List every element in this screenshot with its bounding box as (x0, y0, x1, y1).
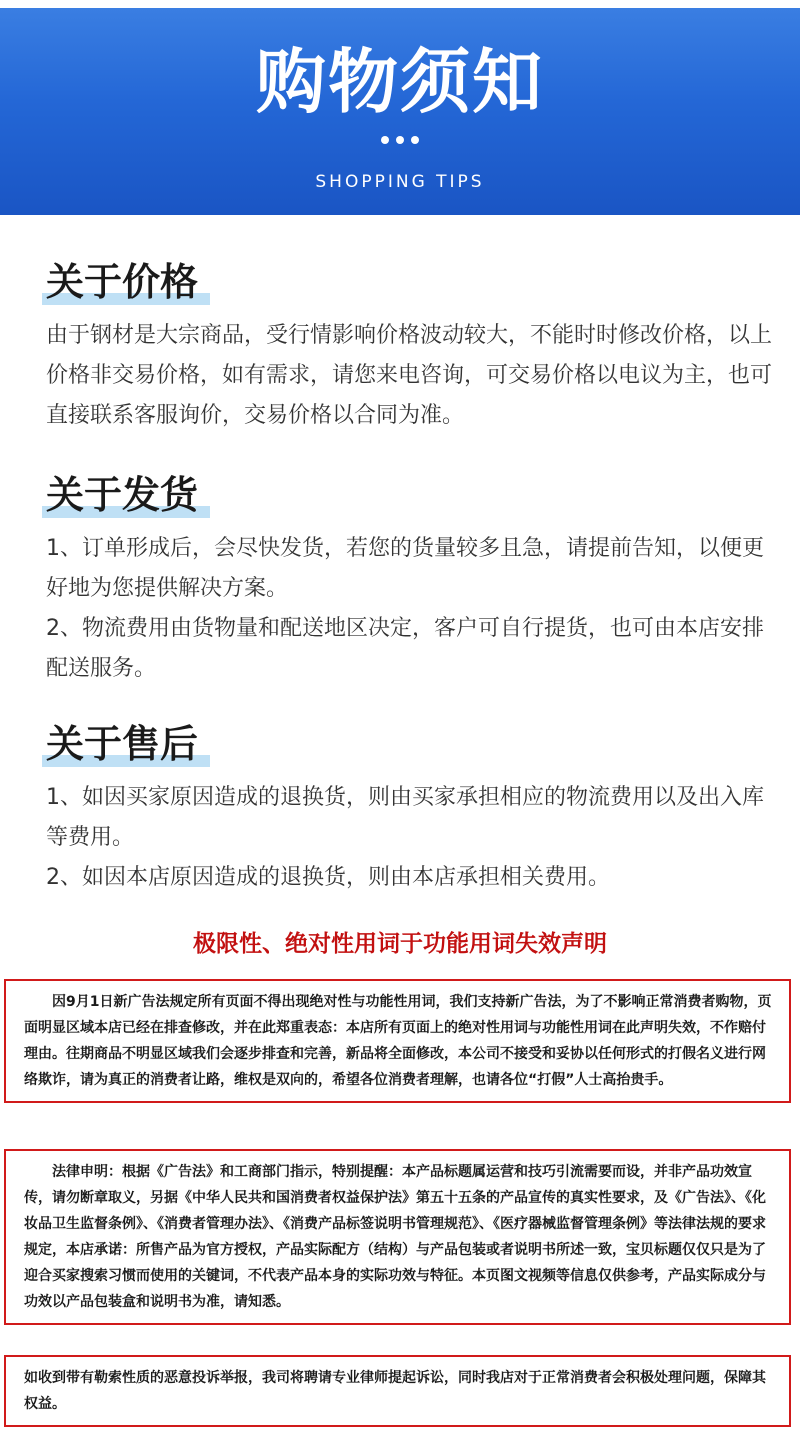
section-after-sales (42, 720, 772, 898)
disclaimer-box-2 (4, 1149, 791, 1325)
section-heading (42, 720, 204, 768)
section-heading-text: 关于发货 (46, 473, 199, 517)
section-body (46, 529, 772, 689)
disclaimer-text: 如收到带有勒索性质的恶意投诉举报，我司将聘请专业律师提起诉讼，同时我店对于正常消费者会积极处理问题，保障其权益。 (24, 1370, 766, 1412)
dot-icon (396, 136, 404, 144)
header-banner (0, 8, 800, 215)
section-shipping (42, 471, 772, 689)
section-heading-text: 关于售后 (46, 722, 199, 766)
section-paragraph: 2、物流费用由货物量和配送地区决定，客户可自行提货，也可由本店安排配送服务。 (46, 616, 764, 681)
section-paragraph: 由于钢材是大宗商品，受行情影响价格波动较大，不能时时修改价格，以上价格非交易价格，如有需求，请您来电咨询，可交易价格以电议为主，也可直接联系客服询价，交易价格以合同为准。 (46, 323, 773, 428)
banner-subtitle: SHOPPING TIPS (315, 172, 485, 192)
disclaimer-title: 极限性、绝对性用词于功能用词失效声明 (193, 931, 607, 957)
section-heading (42, 471, 204, 519)
disclaimer-text: 法律申明：根据《广告法》和工商部门指示，特别提醒：本产品标题属运营和技巧引流需要而设，并非产品功效宣传，请勿断章取义，另据《中华人民共和国消费者权益保护法》第五十五条的产品宣传的真实性要求，及《广告法》、《化妆品卫生监督条例》、《消费者管理办法》、《消费产品标签说明书管理规范》、《医疗器械监督管理条例》等法律法规的要求规定，本店承诺：所售产品为官方授权，产品实际配方（结构）与产品包装或者说明书所述一致，宝贝标题仅仅只是为了迎合买家搜索习惯而使用的关键词，不代表产品本身的实际功效与特征。本页图文视频等信息仅供参考，产品实际成分与功效以产品包装盒和说明书为准，请知悉。 (24, 1164, 766, 1310)
section-paragraph: 1、订单形成后，会尽快发货，若您的货量较多且急，请提前告知，以便更好地为您提供解决方案。 (46, 536, 764, 601)
section-heading (42, 258, 204, 306)
section-heading-text: 关于价格 (46, 260, 199, 304)
dot-icon (411, 136, 419, 144)
section-price (42, 258, 772, 436)
section-paragraph: 2、如因本店原因造成的退换货，则由本店承担相关费用。 (46, 865, 610, 890)
disclaimer-text: 因9月1日新广告法规定所有页面不得出现绝对性与功能性用词，我们支持新广告法，为了不影响正常消费者购物，页面明显区域本店已经在排查修改，并在此郑重表态：本店所有页面上的绝对性用词与功能性用词在此声明失效，不作赔付理由。往期商品不明显区域我们会逐步排查和完善，新品将全面修改，本公司不接受和妥协以任何形式的打假名义进行网络欺诈，请为真正的消费者让路，维权是双向的，希望各位消费者理解，也请各位“打假”人士高抬贵手。 (24, 994, 772, 1088)
section-body (46, 316, 772, 436)
section-paragraph: 1、如因买家原因造成的退换货，则由买家承担相应的物流费用以及出入库等费用。 (46, 785, 764, 850)
disclaimer-box-3 (4, 1355, 791, 1427)
section-body (46, 778, 772, 898)
banner-dots (0, 136, 800, 152)
banner-title: 购物须知 (256, 41, 544, 123)
disclaimer-box-1 (4, 979, 791, 1103)
dot-icon (381, 136, 389, 144)
